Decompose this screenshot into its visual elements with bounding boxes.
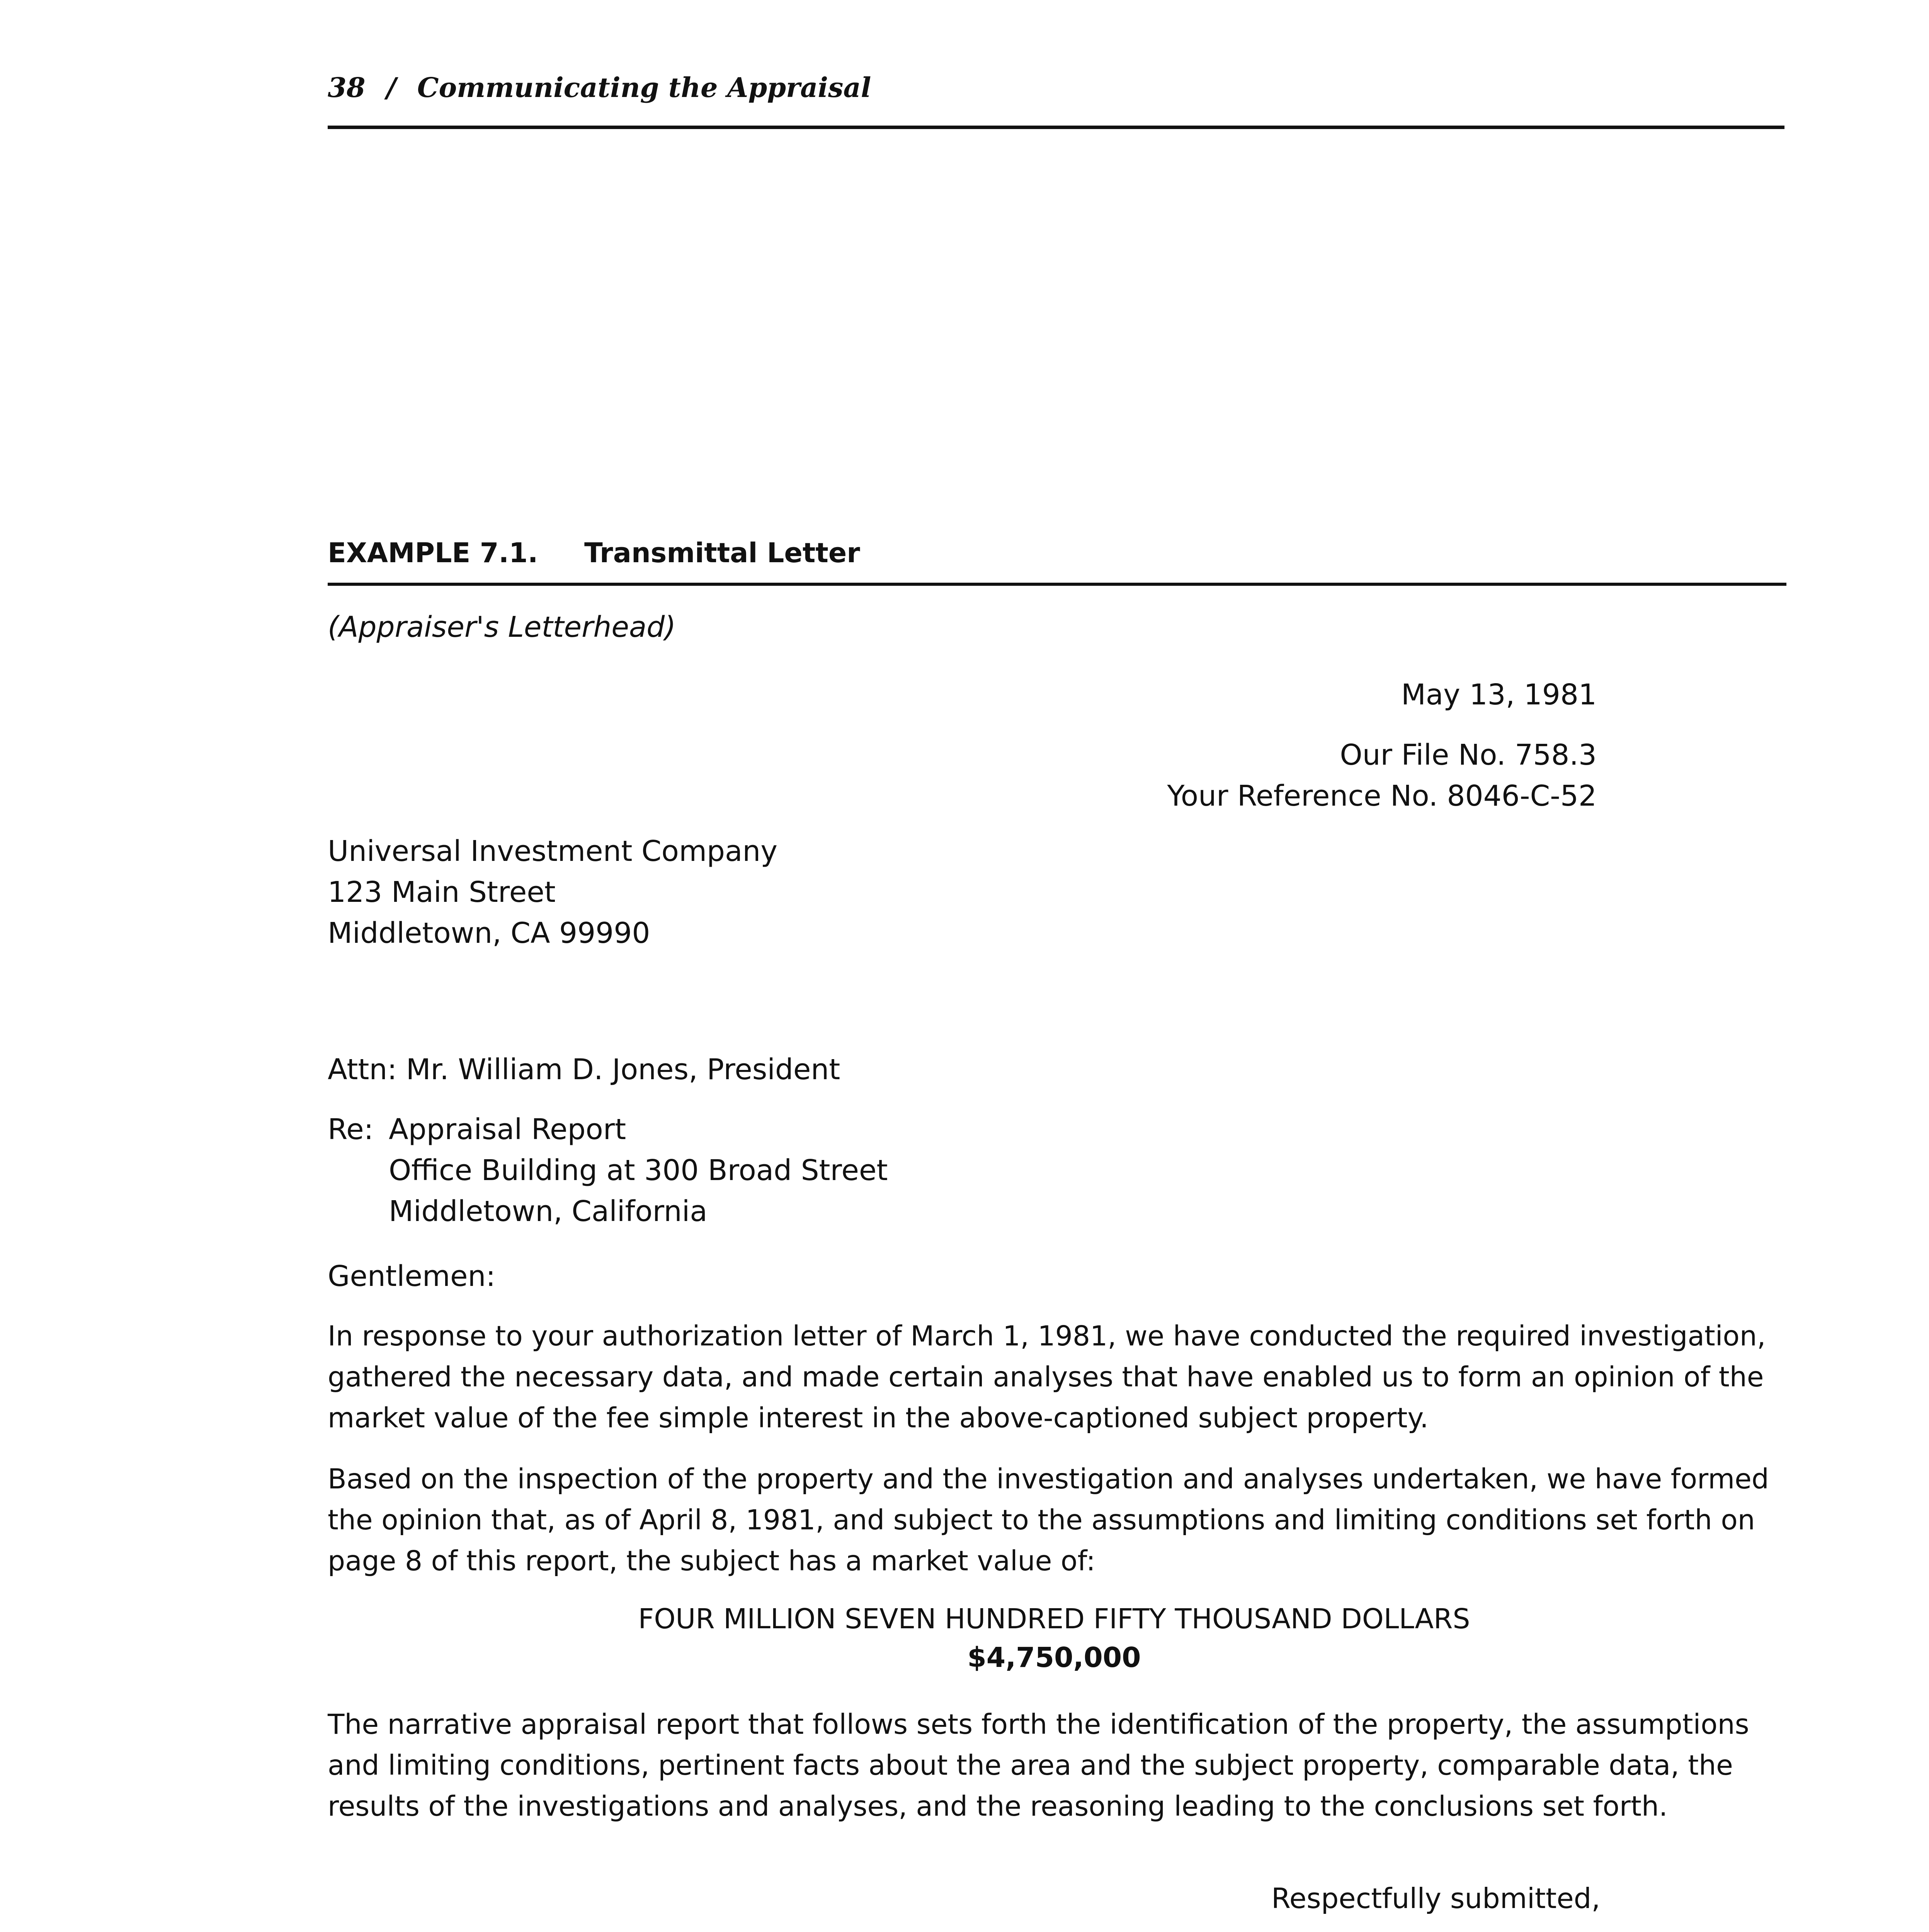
running-header xyxy=(328,71,871,104)
letter-date: May 13, 1981 xyxy=(1401,678,1597,711)
body-paragraph-1: In response to your authorization letter of March 1, 1981, we have conducted the required investigation, gathered the necessary data, and made certain analyses that have enabled us to form an opinion of the market value of the fee simple interest in the above-captioned subject property. xyxy=(328,1320,1766,1434)
body-paragraph-2: Based on the inspection of the property and the investigation and analyses undertaken, we have formed the opinion that, as of April 8, 1981, and subject to the assumptions and limiting conditions set forth on page 8 of this report, the subject has a market value of: xyxy=(328,1463,1769,1577)
value-amount: $4,750,000 xyxy=(967,1641,1141,1673)
re-subject: Appraisal Report xyxy=(389,1113,626,1146)
recipient-street: 123 Main Street xyxy=(328,876,556,909)
recipient-city: Middletown, CA 99990 xyxy=(328,917,650,950)
closing-line: Respectfully submitted, xyxy=(1271,1882,1601,1915)
re-line-1 xyxy=(328,1109,888,1150)
attention-line: Attn: Mr. William D. Jones, President xyxy=(328,1053,840,1086)
example-label: EXAMPLE 7.1. xyxy=(328,537,538,569)
re-line-3: Middletown, California xyxy=(389,1195,708,1228)
recipient-address xyxy=(328,831,777,954)
example-rule xyxy=(328,583,1786,586)
header-page-number: 38 xyxy=(328,71,366,104)
body-paragraph-3: The narrative appraisal report that follows sets forth the identification of the property, the assumptions and limiting conditions, pertinent facts about the area and the subject property, comparable data, the results of the investigations and analyses, and the reasoning leading to the conclusions set forth. xyxy=(328,1708,1749,1822)
header-separator: / xyxy=(386,71,396,104)
file-number: Our File No. 758.3 xyxy=(1340,738,1597,772)
example-title: Transmittal Letter xyxy=(584,537,860,569)
reference-number: Your Reference No. 8046-C-52 xyxy=(1167,779,1597,813)
recipient-company: Universal Investment Company xyxy=(328,835,778,868)
re-label: Re: xyxy=(328,1113,374,1146)
dateline-block xyxy=(1167,674,1597,816)
re-line-2: Office Building at 300 Broad Street xyxy=(389,1154,888,1187)
letterhead-note: (Appraiser's Letterhead) xyxy=(328,611,676,644)
value-in-words: FOUR MILLION SEVEN HUNDRED FIFTY THOUSAND DOLLARS xyxy=(638,1603,1470,1635)
header-rule xyxy=(328,126,1784,129)
header-running-title: Communicating the Appraisal xyxy=(417,71,871,104)
salutation: Gentlemen: xyxy=(328,1260,496,1293)
re-block xyxy=(328,1109,888,1232)
